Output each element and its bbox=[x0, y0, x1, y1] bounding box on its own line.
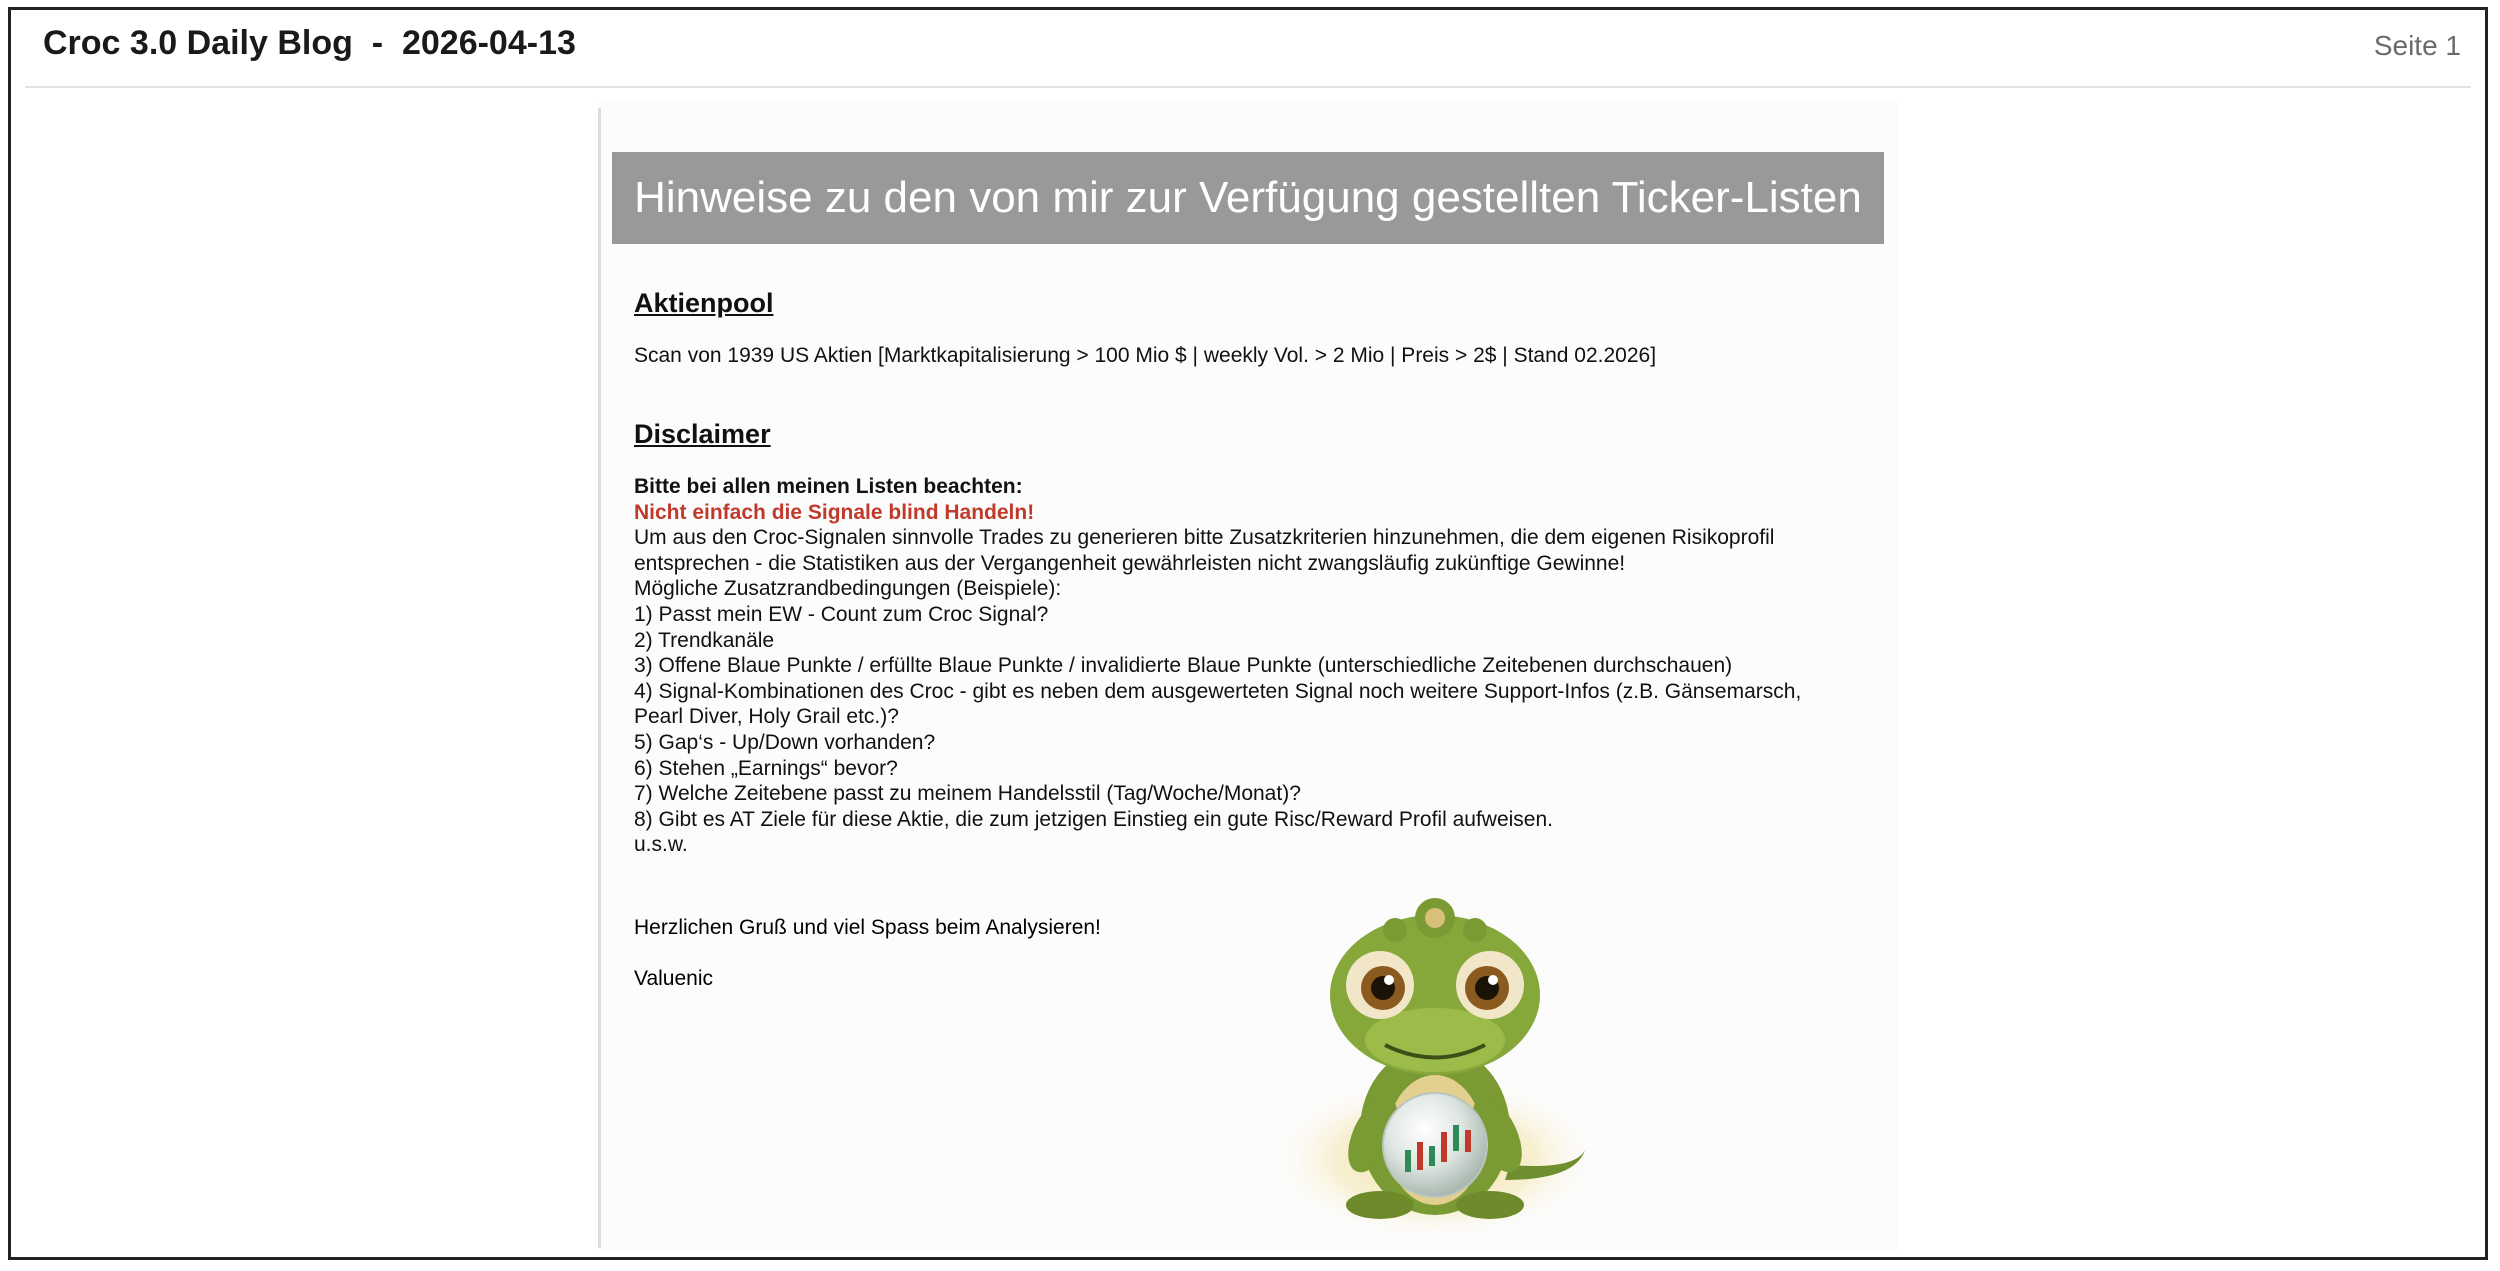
disclaimer-intro: Bitte bei allen meinen Listen beachten: bbox=[634, 475, 1023, 498]
disclaimer-line: Pearl Diver, Holy Grail etc.)? bbox=[634, 705, 899, 729]
page-title: Croc 3.0 Daily Blog - 2026-04-13 bbox=[43, 24, 576, 62]
disclaimer-body bbox=[634, 474, 1854, 858]
disclaimer-line: entsprechen - die Statistiken aus der Vergangenheit gewährleisten nicht zwangsläufig zukünftige Gewinne! bbox=[634, 551, 1626, 575]
page-divider bbox=[598, 108, 601, 1248]
greeting-text: Herzlichen Gruß und viel Spass beim Analysieren! bbox=[634, 916, 1101, 939]
disclaimer-line: 4) Signal-Kombinationen des Croc - gibt es neben dem ausgewerteten Signal noch weitere Support-Infos (z.B. Gänsemarsch, bbox=[634, 679, 1802, 703]
disclaimer-line: 6) Stehen „Earnings“ bevor? bbox=[634, 756, 898, 780]
croc-mascot-icon bbox=[1255, 880, 1615, 1240]
page-number: Seite 1 bbox=[2373, 30, 2461, 61]
disclaimer-heading: Disclaimer bbox=[634, 419, 771, 449]
disclaimer-line: 7) Welche Zeitebene passt zu meinem Handelsstil (Tag/Woche/Monat)? bbox=[634, 782, 1301, 806]
scan-description: Scan von 1939 US Aktien [Marktkapitalisierung > 100 Mio $ | weekly Vol. > 2 Mio | Preis > 2$ | Stand 02.2026] bbox=[634, 344, 1657, 367]
signature-text: Valuenic bbox=[634, 967, 713, 990]
disclaimer-line: 1) Passt mein EW - Count zum Croc Signal? bbox=[634, 602, 1049, 626]
disclaimer-line: Mögliche Zusatzrandbedingungen (Beispiele): bbox=[634, 577, 1062, 601]
disclaimer-line: 8) Gibt es AT Ziele für diese Aktie, die zum jetzigen Einstieg ein gute Risc/Reward Profil aufweisen. bbox=[634, 807, 1553, 831]
disclaimer-line: 5) Gap‘s - Up/Down vorhanden? bbox=[634, 730, 936, 754]
disclaimer-line: u.s.w. bbox=[634, 833, 688, 857]
aktienpool-heading: Aktienpool bbox=[634, 288, 774, 318]
disclaimer-line: 3) Offene Blaue Punkte / erfüllte Blaue Punkte / invalidierte Blaue Punkte (unterschiedliche Zeitebenen durchschauen) bbox=[634, 654, 1733, 678]
banner-title: Hinweise zu den von mir zur Verfügung gestellten Ticker-Listen bbox=[612, 152, 1884, 244]
disclaimer-line: 2) Trendkanäle bbox=[634, 628, 775, 652]
header-bar bbox=[25, 10, 2471, 88]
disclaimer-warning: Nicht einfach die Signale blind Handeln! bbox=[634, 500, 1035, 524]
disclaimer-line: Um aus den Croc-Signalen sinnvolle Trades zu generieren bitte Zusatzkriterien hinzunehmen, die dem eigenen Risikoprofil bbox=[634, 526, 1775, 550]
document-content bbox=[634, 280, 1854, 858]
